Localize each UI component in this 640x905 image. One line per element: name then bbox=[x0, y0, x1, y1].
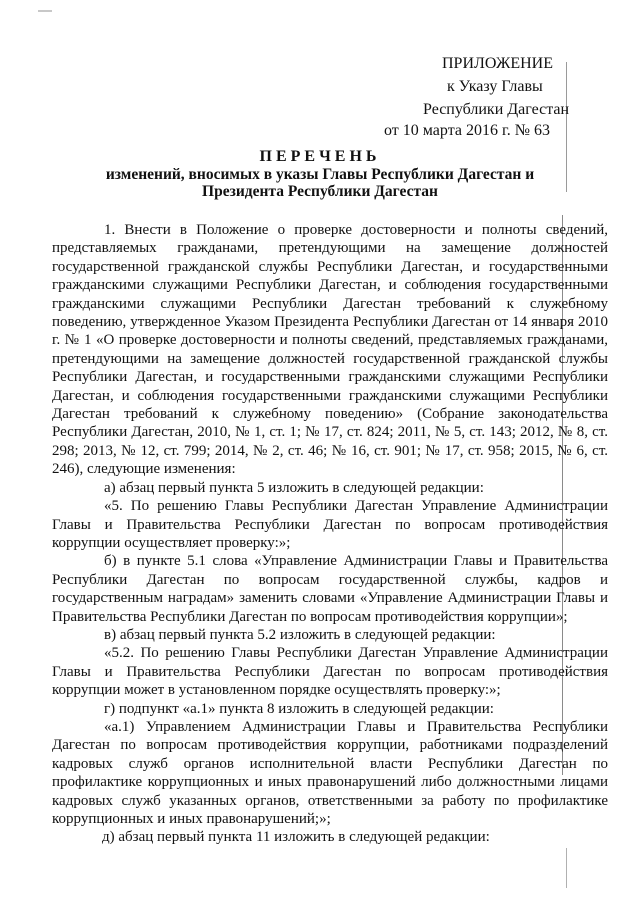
appendix-line: к Указу Главы bbox=[447, 78, 543, 95]
document-body bbox=[52, 221, 608, 847]
paragraph: г) подпункт «а.1» пункта 8 изложить в следующей редакции: bbox=[104, 700, 494, 717]
paragraph: 1. Внести в Положение о проверке достоверности и полноты сведений, представляемых гражданами, претендующими на замещение должностей государственной гражданской службы Республики Дагестан, и государственными гражданскими служащими Республики Дагестан, и соблюдения государственными гражданскими служащими Республики Дагестан требований к служебному поведению, утвержденное Указом Президента Республики Дагестан от 14 января 2010 г. № 1 «О проверке достоверности и полноты сведений, представляемых гражданами, претендующими на замещение должностей государственной гражданской службы Республики Дагестан, и государственными гражданскими служащими Республики Дагестан, и соблюдения государственными гражданскими служащими Республики Дагестан требований к служебному поведению» (Собрание законодательства Республики Дагестан, 2010, № 1, ст. 1; № 17, ст. 824; 2011, № 5, ст. 143; 2012, № 8, ст. 298; 2013, № 12, ст. 799; 2014, № 2, ст. 46; № 16, ст. 901; № 17, ст. 958; 2015, № 6, ст. 246), следующие изменения: bbox=[52, 222, 608, 478]
paragraph: в) абзац первый пункта 5.2 изложить в следующей редакции: bbox=[104, 626, 496, 643]
paragraph: «5.2. По решению Главы Республики Дагестан Управление Администрации Главы и Правительства Республики Дагестан по вопросам противодействия коррупции может в установленном порядке осуществлять проверку:»; bbox=[52, 645, 608, 699]
paragraph: а) абзац первый пункта 5 изложить в следующей редакции: bbox=[104, 479, 484, 496]
paragraph: д) абзац первый пункта 11 изложить в следующей редакции: bbox=[102, 829, 490, 846]
appendix-title: ПРИЛОЖЕНИЕ bbox=[442, 55, 554, 72]
appendix-date: от 10 марта 2016 г. № 63 bbox=[384, 122, 550, 139]
scan-mark bbox=[38, 10, 52, 12]
appendix-line: Республики Дагестан bbox=[423, 101, 570, 118]
paragraph: «а.1) Управлением Администрации Главы и Правительства Республики Дагестан по вопросам противодействия коррупции, работниками подразделений кадровых служб органов исполнительной власти Республики Дагестан по профилактике коррупционных и иных правонарушений либо должностными лицами кадровых служб указанных органов, ответственными за работу по профилактике коррупционных и иных правонарушений;»; bbox=[52, 718, 608, 827]
document-subtitle: изменений, вносимых в указы Главы Республики Дагестан и bbox=[105, 166, 535, 183]
document-subtitle: Президента Республики Дагестан bbox=[202, 183, 438, 200]
paragraph: «5. По решению Главы Республики Дагестан Управление Администрации Главы и Правительства Республики Дагестан по вопросам противодействия коррупции осуществляет проверку:»; bbox=[52, 498, 608, 551]
document-title: ПЕРЕЧЕНЬ bbox=[259, 148, 381, 165]
paragraph: б) в пункте 5.1 слова «Управление Администрации Главы и Правительства Республики Дагестан по вопросам государственной службы, кадров и государственным наградам» заменить словами «Управление Администрации Главы и Правительства Республики Дагестан по вопросам противодействия коррупции»; bbox=[52, 553, 608, 625]
scan-artifact-line bbox=[566, 848, 567, 888]
